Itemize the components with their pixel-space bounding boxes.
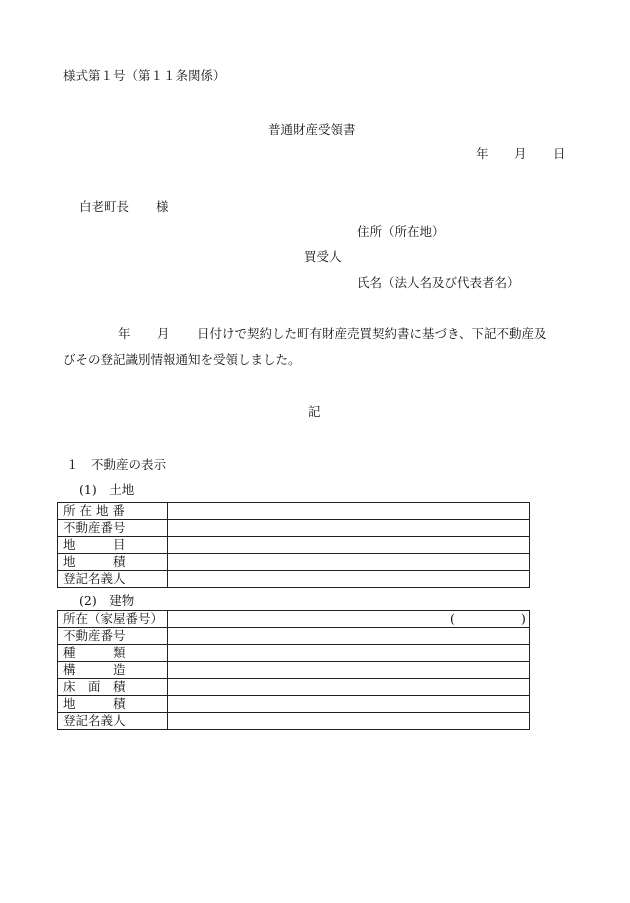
buyer-address-label: 住所（所在地）	[357, 224, 445, 239]
building-value-floor-area[interactable]	[168, 679, 530, 696]
date-year-label: 年	[476, 146, 489, 161]
buyer-name-label: 氏名（法人名及び代表者名）	[357, 275, 520, 290]
building-label-location: 所在（家屋番号）	[58, 611, 168, 628]
table-row	[58, 628, 530, 645]
building-value-location[interactable]	[168, 611, 530, 628]
date-month-label: 月	[514, 146, 527, 161]
ki-heading: 記	[308, 404, 321, 419]
body-line-1: 日付けで契約した町有財産売買契約書に基づき、下記不動産及	[197, 326, 547, 341]
building-label-property-number: 不動産番号	[58, 628, 168, 645]
land-label-area: 地 積	[58, 554, 168, 571]
body-month-label: 月	[157, 326, 170, 341]
table-row	[58, 645, 530, 662]
house-number-paren-close: )	[521, 611, 526, 626]
table-row	[58, 537, 530, 554]
section-heading: １ 不動産の表示	[66, 457, 167, 472]
land-label-property-number: 不動産番号	[58, 520, 168, 537]
table-row	[58, 571, 530, 588]
building-label-area: 地 積	[58, 696, 168, 713]
table-row	[58, 696, 530, 713]
land-label-category: 地 目	[58, 537, 168, 554]
land-value-registered-owner[interactable]	[168, 571, 530, 588]
table-row	[58, 662, 530, 679]
land-table	[57, 502, 530, 588]
building-value-structure[interactable]	[168, 662, 530, 679]
addressee-name: 白老町長	[79, 199, 130, 214]
building-value-type[interactable]	[168, 645, 530, 662]
building-value-area[interactable]	[168, 696, 530, 713]
document-title: 普通財産受領書	[268, 122, 356, 137]
table-row	[58, 611, 530, 628]
body-year-label: 年	[118, 326, 131, 341]
land-label-registered-owner: 登記名義人	[58, 571, 168, 588]
house-number-paren-open: (	[450, 611, 455, 626]
form-number: 様式第１号（第１１条関係）	[63, 68, 226, 83]
buyer-role-label: 買受人	[304, 249, 342, 264]
land-heading: (1) 土地	[79, 482, 135, 497]
building-label-floor-area: 床 面 積	[58, 679, 168, 696]
table-row	[58, 679, 530, 696]
body-line-2: びその登記識別情報通知を受領しました。	[63, 352, 301, 367]
building-label-type: 種 類	[58, 645, 168, 662]
table-row	[58, 713, 530, 730]
building-heading: (2) 建物	[79, 593, 135, 608]
building-value-registered-owner[interactable]	[168, 713, 530, 730]
table-row	[58, 554, 530, 571]
building-label-registered-owner: 登記名義人	[58, 713, 168, 730]
land-label-location: 所 在 地 番	[58, 503, 168, 520]
addressee-honorific: 様	[156, 199, 169, 214]
table-row	[58, 503, 530, 520]
land-value-location[interactable]	[168, 503, 530, 520]
building-table	[57, 610, 530, 730]
land-value-area[interactable]	[168, 554, 530, 571]
building-label-structure: 構 造	[58, 662, 168, 679]
building-value-property-number[interactable]	[168, 628, 530, 645]
table-row	[58, 520, 530, 537]
land-value-property-number[interactable]	[168, 520, 530, 537]
land-value-category[interactable]	[168, 537, 530, 554]
date-day-label: 日	[553, 146, 566, 161]
